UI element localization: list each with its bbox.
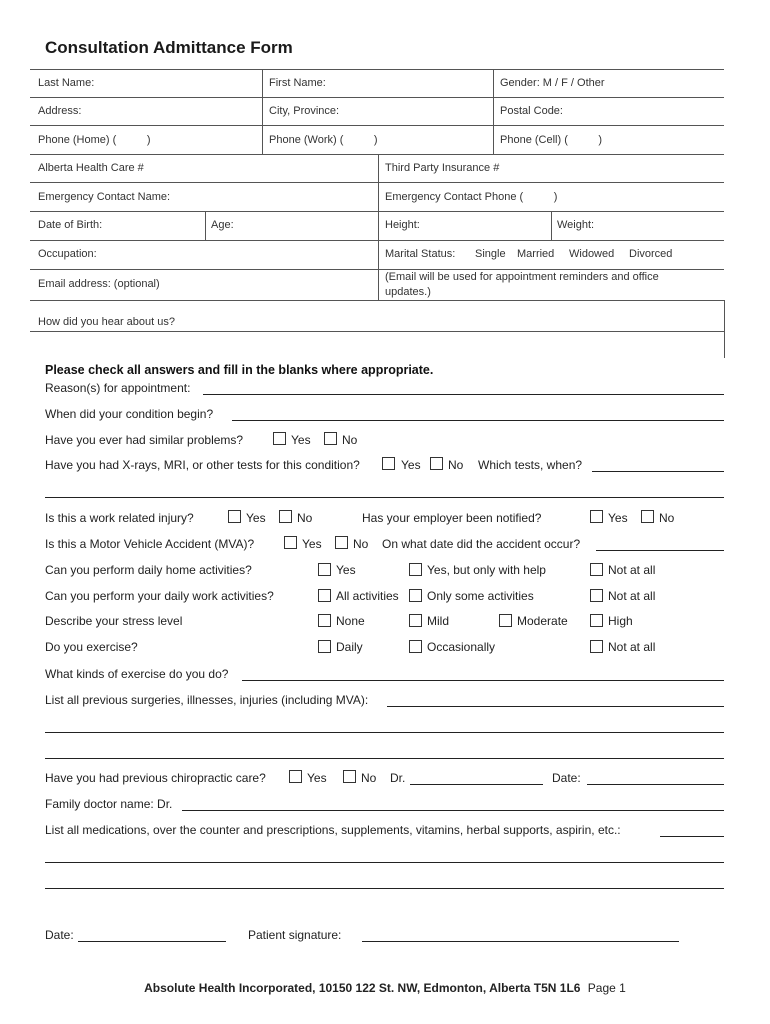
xrays-yes-label: Yes (401, 458, 421, 472)
family-doctor-label: Family doctor name: Dr. (45, 797, 173, 811)
instructions-heading: Please check all answers and fill in the blanks where appropriate. (45, 363, 434, 377)
phone-work-field[interactable]: Phone (Work) ( ) (269, 134, 378, 146)
exercise-kinds-label: What kinds of exercise do you do? (45, 667, 229, 681)
phone-home-field[interactable]: Phone (Home) ( ) (38, 134, 151, 146)
health-care-field[interactable]: Alberta Health Care # (38, 162, 144, 174)
occupation-field[interactable]: Occupation: (38, 248, 97, 260)
marital-option-single[interactable]: Single (475, 248, 506, 260)
home-yes-label: Yes (336, 563, 356, 577)
exercise-label: Do you exercise? (45, 640, 138, 654)
surgeries-blank[interactable] (387, 706, 724, 707)
reason-blank[interactable] (203, 394, 724, 395)
employer-yes-label: Yes (608, 511, 628, 525)
chiro-no-label: No (361, 771, 377, 785)
employer-yes-checkbox[interactable] (590, 510, 603, 523)
work-all-activities-checkbox[interactable] (318, 589, 331, 602)
medications-blank-line2[interactable] (45, 862, 724, 863)
work-injury-no-checkbox[interactable] (279, 510, 292, 523)
signature-date-blank[interactable] (78, 941, 226, 942)
which-tests-blank[interactable] (592, 471, 724, 472)
mva-label: Is this a Motor Vehicle Accident (MVA)? (45, 537, 255, 551)
similar-yes-label: Yes (291, 433, 311, 447)
city-province-field[interactable]: City, Province: (269, 105, 340, 117)
similar-no-checkbox[interactable] (324, 432, 337, 445)
first-name-field[interactable]: First Name: (269, 77, 326, 89)
work-injury-yes-label: Yes (246, 511, 266, 525)
medications-blank-line3[interactable] (45, 888, 724, 889)
work-activities-label: Can you perform your daily work activities? (45, 589, 274, 603)
condition-begin-blank[interactable] (232, 420, 724, 421)
footer-company: Absolute Health Incorporated, 10150 122 St. NW, Edmonton, Alberta T5N 1L6 (144, 981, 581, 995)
xrays-yes-checkbox[interactable] (382, 457, 395, 470)
marital-option-divorced[interactable]: Divorced (629, 248, 673, 260)
chiro-yes-checkbox[interactable] (289, 770, 302, 783)
home-not-at-all-checkbox[interactable] (590, 563, 603, 576)
work-injury-no-label: No (297, 511, 313, 525)
phone-cell-field[interactable]: Phone (Cell) ( ) (500, 134, 603, 146)
mva-yes-checkbox[interactable] (284, 536, 297, 549)
employer-no-label: No (659, 511, 675, 525)
which-tests-blank-line2[interactable] (45, 497, 724, 498)
work-not-at-all-checkbox[interactable] (590, 589, 603, 602)
date-of-birth-field[interactable]: Date of Birth: (38, 219, 103, 231)
email-note: (Email will be used for appointment reminders and office updates.) (385, 271, 659, 298)
marital-status-label: Marital Status: (385, 248, 456, 260)
exercise-kinds-blank[interactable] (242, 680, 724, 681)
reason-label: Reason(s) for appointment: (45, 381, 191, 395)
footer-page-number: Page 1 (587, 981, 626, 995)
stress-none-label: None (336, 614, 365, 628)
home-yes-checkbox[interactable] (318, 563, 331, 576)
home-yes-help-label: Yes, but only with help (427, 563, 546, 577)
mva-date-label: On what date did the accident occur? (382, 537, 581, 551)
emergency-contact-name-field[interactable]: Emergency Contact Name: (38, 191, 171, 203)
chiro-date-blank[interactable] (587, 784, 724, 785)
marital-option-widowed[interactable]: Widowed (569, 248, 615, 260)
family-doctor-blank[interactable] (182, 810, 724, 811)
address-field[interactable]: Address: (38, 105, 82, 117)
marital-option-married[interactable]: Married (517, 248, 555, 260)
patient-signature-label: Patient signature: (248, 928, 342, 942)
surgeries-label: List all previous surgeries, illnesses, injuries (including MVA): (45, 693, 369, 707)
stress-none-checkbox[interactable] (318, 614, 331, 627)
similar-no-label: No (342, 433, 358, 447)
xrays-no-label: No (448, 458, 464, 472)
stress-high-label: High (608, 614, 633, 628)
exercise-not-at-all-label: Not at all (608, 640, 656, 654)
patient-signature-blank[interactable] (362, 941, 679, 942)
exercise-daily-checkbox[interactable] (318, 640, 331, 653)
form-title: Consultation Admittance Form (45, 38, 293, 57)
exercise-occasionally-label: Occasionally (427, 640, 496, 654)
employer-notified-label: Has your employer been notified? (362, 511, 542, 525)
medications-label: List all medications, over the counter and prescriptions, supplements, vitamins, herbal supports, aspirin, etc.: (45, 823, 621, 837)
xrays-no-checkbox[interactable] (430, 457, 443, 470)
work-only-some-checkbox[interactable] (409, 589, 422, 602)
chiro-date-label: Date: (552, 771, 581, 785)
gender-field[interactable]: Gender: M / F / Other (500, 77, 605, 89)
work-all-activities-label: All activities (336, 589, 399, 603)
page-footer (0, 981, 770, 995)
mva-date-blank[interactable] (596, 550, 724, 551)
chiro-dr-blank[interactable] (410, 784, 543, 785)
mva-no-label: No (353, 537, 369, 551)
stress-label: Describe your stress level (45, 614, 183, 628)
which-tests-label: Which tests, when? (478, 458, 583, 472)
last-name-field[interactable]: Last Name: (38, 77, 95, 89)
xrays-label: Have you had X-rays, MRI, or other tests for this condition? (45, 458, 360, 472)
surgeries-blank-line3[interactable] (45, 758, 724, 759)
exercise-not-at-all-checkbox[interactable] (590, 640, 603, 653)
work-not-at-all-label: Not at all (608, 589, 656, 603)
work-only-some-label: Only some activities (427, 589, 534, 603)
employer-no-checkbox[interactable] (641, 510, 654, 523)
home-activities-label: Can you perform daily home activities? (45, 563, 252, 577)
similar-problems-label: Have you ever had similar problems? (45, 433, 244, 447)
medications-blank[interactable] (660, 836, 724, 837)
chiro-label: Have you had previous chiropractic care? (45, 771, 266, 785)
email-field[interactable]: Email address: (optional) (38, 278, 160, 290)
age-field[interactable]: Age: (211, 219, 234, 231)
chiro-yes-label: Yes (307, 771, 327, 785)
home-yes-help-checkbox[interactable] (409, 563, 422, 576)
postal-code-field[interactable]: Postal Code: (500, 105, 563, 117)
height-field[interactable]: Height: (385, 219, 420, 231)
chiro-no-checkbox[interactable] (343, 770, 356, 783)
stress-high-checkbox[interactable] (590, 614, 603, 627)
similar-yes-checkbox[interactable] (273, 432, 286, 445)
work-injury-label: Is this a work related injury? (45, 511, 194, 525)
emergency-contact-phone-field[interactable]: Emergency Contact Phone ( ) (385, 191, 558, 203)
how-did-you-hear-field[interactable]: How did you hear about us? (38, 316, 175, 328)
stress-moderate-checkbox[interactable] (499, 614, 512, 627)
exercise-occasionally-checkbox[interactable] (409, 640, 422, 653)
stress-mild-label: Mild (427, 614, 450, 628)
chiro-dr-label: Dr. (390, 771, 406, 785)
surgeries-blank-line2[interactable] (45, 732, 724, 733)
exercise-daily-label: Daily (336, 640, 363, 654)
third-party-insurance-field[interactable]: Third Party Insurance # (385, 162, 500, 174)
stress-moderate-label: Moderate (517, 614, 568, 628)
work-injury-yes-checkbox[interactable] (228, 510, 241, 523)
stress-mild-checkbox[interactable] (409, 614, 422, 627)
signature-date-label: Date: (45, 928, 74, 942)
mva-yes-label: Yes (302, 537, 322, 551)
home-not-at-all-label: Not at all (608, 563, 656, 577)
weight-field[interactable]: Weight: (557, 219, 595, 231)
condition-begin-label: When did your condition begin? (45, 407, 214, 421)
mva-no-checkbox[interactable] (335, 536, 348, 549)
